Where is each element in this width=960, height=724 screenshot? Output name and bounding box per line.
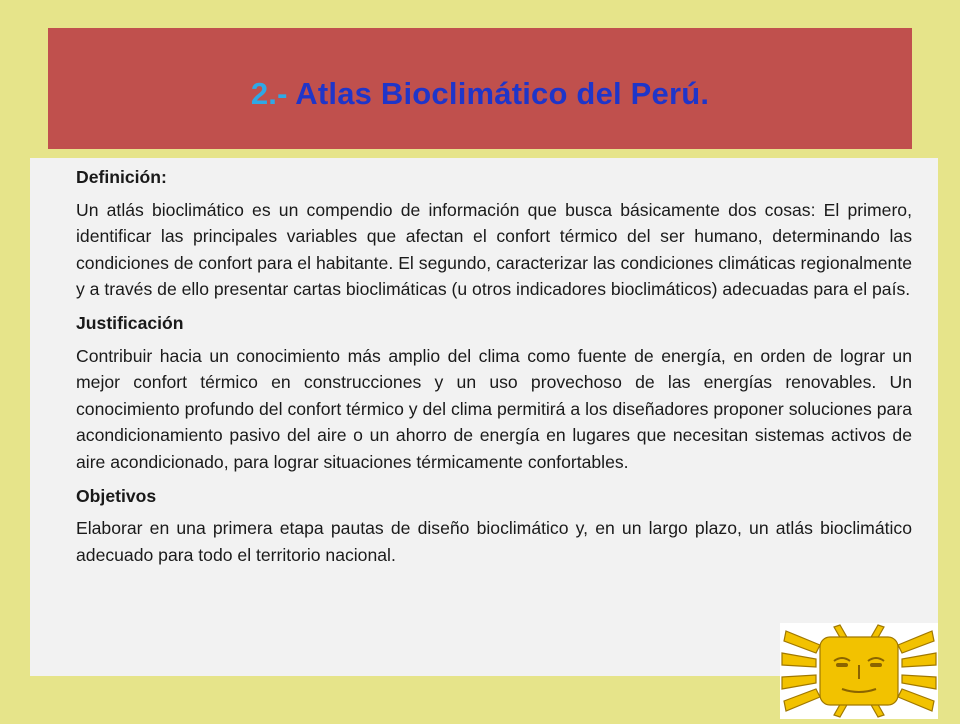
paragraph-definicion: Un atlás bioclimático es un compendio de información que busca básicamente dos cosas: El primero, identificar las principales variables que afectan el confort térmico del ser humano, determinando las condiciones de confort para el habitante. El segundo, caracterizar las condiciones climáticas regionalmente y a través de ello presentar cartas bioclimáticas (u otros indicadores bioclimáticos) adecuadas para el país. bbox=[76, 199, 912, 300]
title-number: 2.- bbox=[250, 75, 288, 111]
inca-sun-icon bbox=[780, 623, 938, 719]
inca-sun-logo bbox=[780, 623, 938, 719]
content-panel bbox=[30, 158, 938, 676]
heading-definicion: Definición: bbox=[76, 167, 167, 187]
paragraph-justificacion: Contribuir hacia un conocimiento más amplio del clima como fuente de energía, en orden de lograr un mejor confort térmico en construcciones y un uso provechoso de las energías renovables. Un conocimiento profundo del confort térmico y del clima permitirá a los diseñadores proponer soluciones para acondicionamiento pasivo del aire o un ahorro de energía en lugares que necesitan sistemas activos de aire acondicionado, para lograr situaciones térmicamente confortables. bbox=[76, 345, 912, 472]
slide-title bbox=[251, 76, 709, 112]
title-text: Atlas Bioclimático del Perú. bbox=[295, 75, 710, 111]
heading-justificacion: Justificación bbox=[76, 312, 184, 333]
title-bar bbox=[48, 28, 912, 149]
paragraph-objetivos: Elaborar en una primera etapa pautas de diseño bioclimático y, en un largo plazo, un atlás bioclimático adecuado para todo el territorio nacional. bbox=[76, 518, 912, 565]
heading-objetivos: Objetivos bbox=[76, 485, 157, 506]
